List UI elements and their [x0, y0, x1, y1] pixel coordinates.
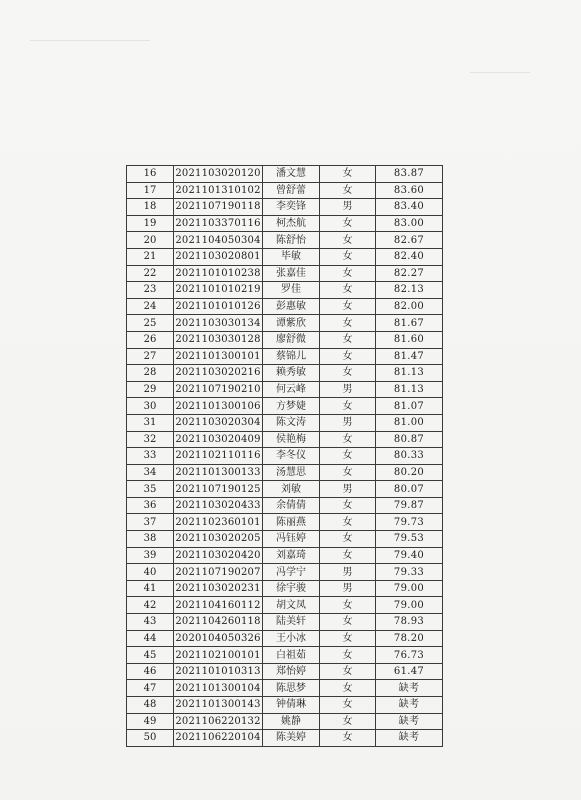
candidate-gender: 女: [320, 166, 376, 183]
candidate-name: 姚静: [263, 713, 320, 730]
candidate-score: 83.40: [376, 199, 443, 216]
candidate-score: 79.40: [376, 547, 443, 564]
candidate-name: 潘文慧: [263, 166, 320, 183]
candidate-id: 2021106220132: [174, 713, 263, 730]
row-number: 37: [127, 514, 174, 531]
candidate-score: 79.00: [376, 580, 443, 597]
candidate-score: 79.87: [376, 497, 443, 514]
candidate-score: 79.73: [376, 514, 443, 531]
candidate-id: 2021103020420: [174, 547, 263, 564]
candidate-id: 2021101010126: [174, 298, 263, 315]
candidate-id: 2021103020304: [174, 414, 263, 431]
candidate-name: 曾舒蕾: [263, 182, 320, 199]
candidate-id: 2021103020409: [174, 431, 263, 448]
row-number: 18: [127, 199, 174, 216]
table-row: [127, 248, 443, 265]
candidate-name: 李奕锋: [263, 199, 320, 216]
candidate-gender: 女: [320, 315, 376, 332]
candidate-gender: 女: [320, 630, 376, 647]
table-row: [127, 448, 443, 465]
candidate-name: 余倩倩: [263, 497, 320, 514]
row-number: 23: [127, 282, 174, 299]
candidate-score: 82.13: [376, 282, 443, 299]
table-row: [127, 697, 443, 714]
candidate-score: 80.87: [376, 431, 443, 448]
candidate-name: 谭紫欣: [263, 315, 320, 332]
candidate-name: 陈美婷: [263, 730, 320, 747]
table-row: [127, 464, 443, 481]
candidate-name: 方梦婕: [263, 398, 320, 415]
candidate-score: 80.33: [376, 448, 443, 465]
candidate-score: 82.40: [376, 248, 443, 265]
candidate-id: 2021101300106: [174, 398, 263, 415]
candidate-name: 廖舒微: [263, 331, 320, 348]
candidate-id: 2021104160112: [174, 597, 263, 614]
candidate-gender: 女: [320, 365, 376, 382]
row-number: 48: [127, 697, 174, 714]
row-number: 28: [127, 365, 174, 382]
candidate-id: 2021103020231: [174, 580, 263, 597]
candidate-name: 刘敏: [263, 481, 320, 498]
candidate-score: 79.53: [376, 531, 443, 548]
table-row: [127, 481, 443, 498]
table-row: [127, 298, 443, 315]
candidate-score: 81.60: [376, 331, 443, 348]
table-row: [127, 680, 443, 697]
table-row: [127, 547, 443, 564]
candidate-id: 2021103370116: [174, 215, 263, 232]
row-number: 25: [127, 315, 174, 332]
candidate-id: 2021101300104: [174, 680, 263, 697]
candidate-name: 钟倩琳: [263, 697, 320, 714]
candidate-name: 胡文凤: [263, 597, 320, 614]
candidate-gender: 男: [320, 414, 376, 431]
candidate-id: 2021103020216: [174, 365, 263, 382]
candidate-gender: 男: [320, 199, 376, 216]
candidate-id: 2021101010238: [174, 265, 263, 282]
candidate-gender: 女: [320, 730, 376, 747]
row-number: 31: [127, 414, 174, 431]
row-number: 29: [127, 381, 174, 398]
candidate-id: 2020104050326: [174, 630, 263, 647]
row-number: 34: [127, 464, 174, 481]
row-number: 41: [127, 580, 174, 597]
candidate-id: 2021104260118: [174, 614, 263, 631]
row-number: 40: [127, 564, 174, 581]
candidate-score: 82.00: [376, 298, 443, 315]
candidate-score: 78.20: [376, 630, 443, 647]
candidate-score: 81.47: [376, 348, 443, 365]
row-number: 26: [127, 331, 174, 348]
table-row: [127, 232, 443, 249]
table-row: [127, 348, 443, 365]
row-number: 22: [127, 265, 174, 282]
candidate-id: 2021107190118: [174, 199, 263, 216]
candidate-name: 张嘉佳: [263, 265, 320, 282]
row-number: 16: [127, 166, 174, 183]
table-row: [127, 315, 443, 332]
candidate-id: 2021101300101: [174, 348, 263, 365]
candidate-gender: 男: [320, 580, 376, 597]
candidate-gender: 女: [320, 265, 376, 282]
candidate-name: 冯钰婷: [263, 531, 320, 548]
candidate-id: 2021103020433: [174, 497, 263, 514]
candidate-score: 83.00: [376, 215, 443, 232]
candidate-gender: 女: [320, 697, 376, 714]
candidate-score: 缺考: [376, 697, 443, 714]
candidate-gender: 女: [320, 215, 376, 232]
candidate-gender: 女: [320, 663, 376, 680]
candidate-gender: 男: [320, 481, 376, 498]
candidate-score: 81.67: [376, 315, 443, 332]
row-number: 49: [127, 713, 174, 730]
candidate-name: 汤慧思: [263, 464, 320, 481]
table-row: [127, 199, 443, 216]
row-number: 43: [127, 614, 174, 631]
candidate-gender: 女: [320, 248, 376, 265]
candidate-score: 76.73: [376, 647, 443, 664]
candidate-gender: 女: [320, 514, 376, 531]
candidate-gender: 女: [320, 497, 376, 514]
table-row: [127, 514, 443, 531]
candidate-id: 2021103030134: [174, 315, 263, 332]
candidate-gender: 女: [320, 331, 376, 348]
table-row: [127, 282, 443, 299]
candidate-name: 陆美轩: [263, 614, 320, 631]
candidate-gender: 男: [320, 381, 376, 398]
row-number: 17: [127, 182, 174, 199]
candidate-name: 罗佳: [263, 282, 320, 299]
candidate-score: 81.00: [376, 414, 443, 431]
candidate-score: 80.07: [376, 481, 443, 498]
candidate-score: 缺考: [376, 680, 443, 697]
row-number: 46: [127, 663, 174, 680]
candidate-name: 何云峰: [263, 381, 320, 398]
candidate-id: 2021101300143: [174, 697, 263, 714]
candidate-name: 赖秀敏: [263, 365, 320, 382]
row-number: 39: [127, 547, 174, 564]
candidate-name: 陈文涛: [263, 414, 320, 431]
candidate-id: 2021102100101: [174, 647, 263, 664]
candidate-score: 78.93: [376, 614, 443, 631]
candidate-id: 2021103020801: [174, 248, 263, 265]
row-number: 35: [127, 481, 174, 498]
candidate-id: 2021101310102: [174, 182, 263, 199]
candidate-name: 冯学宁: [263, 564, 320, 581]
table-row: [127, 630, 443, 647]
row-number: 30: [127, 398, 174, 415]
candidate-name: 陈思梦: [263, 680, 320, 697]
candidate-name: 李冬仪: [263, 448, 320, 465]
candidate-gender: 女: [320, 547, 376, 564]
score-table: [126, 165, 443, 747]
candidate-score: 79.33: [376, 564, 443, 581]
candidate-name: 柯杰航: [263, 215, 320, 232]
candidate-score: 缺考: [376, 713, 443, 730]
candidate-id: 2021102110116: [174, 448, 263, 465]
candidate-name: 刘嘉琦: [263, 547, 320, 564]
table-row: [127, 381, 443, 398]
row-number: 33: [127, 448, 174, 465]
row-number: 27: [127, 348, 174, 365]
candidate-name: 白祖茹: [263, 647, 320, 664]
candidate-gender: 女: [320, 282, 376, 299]
row-number: 38: [127, 531, 174, 548]
candidate-id: 2021107190207: [174, 564, 263, 581]
table-row: [127, 398, 443, 415]
table-row: [127, 730, 443, 747]
candidate-name: 陈丽燕: [263, 514, 320, 531]
candidate-id: 2021103020120: [174, 166, 263, 183]
candidate-gender: 女: [320, 348, 376, 365]
candidate-gender: 女: [320, 713, 376, 730]
candidate-gender: 女: [320, 431, 376, 448]
candidate-id: 2021106220104: [174, 730, 263, 747]
row-number: 21: [127, 248, 174, 265]
table-row: [127, 166, 443, 183]
candidate-score: 81.07: [376, 398, 443, 415]
candidate-gender: 女: [320, 232, 376, 249]
candidate-score: 缺考: [376, 730, 443, 747]
candidate-id: 2021101010219: [174, 282, 263, 299]
table-row: [127, 497, 443, 514]
table-row: [127, 647, 443, 664]
table-row: [127, 713, 443, 730]
candidate-score: 82.67: [376, 232, 443, 249]
table-row: [127, 182, 443, 199]
table-row: [127, 663, 443, 680]
table-row: [127, 265, 443, 282]
candidate-score: 81.13: [376, 381, 443, 398]
row-number: 32: [127, 431, 174, 448]
scan-artifact: [470, 72, 530, 73]
candidate-id: 2021104050304: [174, 232, 263, 249]
table-row: [127, 215, 443, 232]
table-row: [127, 431, 443, 448]
row-number: 20: [127, 232, 174, 249]
candidate-score: 81.13: [376, 365, 443, 382]
scan-artifact: [30, 40, 150, 41]
table-row: [127, 580, 443, 597]
candidate-score: 80.20: [376, 464, 443, 481]
candidate-score: 82.27: [376, 265, 443, 282]
row-number: 42: [127, 597, 174, 614]
candidate-gender: 女: [320, 597, 376, 614]
table-row: [127, 614, 443, 631]
row-number: 50: [127, 730, 174, 747]
row-number: 44: [127, 630, 174, 647]
candidate-gender: 女: [320, 398, 376, 415]
row-number: 36: [127, 497, 174, 514]
candidate-gender: 女: [320, 680, 376, 697]
candidate-score: 83.60: [376, 182, 443, 199]
candidate-name: 侯艳梅: [263, 431, 320, 448]
candidate-name: 陈舒怡: [263, 232, 320, 249]
table-row: [127, 365, 443, 382]
candidate-gender: 女: [320, 531, 376, 548]
candidate-name: 毕敏: [263, 248, 320, 265]
row-number: 19: [127, 215, 174, 232]
candidate-gender: 女: [320, 298, 376, 315]
table-row: [127, 597, 443, 614]
candidate-score: 79.00: [376, 597, 443, 614]
candidate-name: 郑怡婷: [263, 663, 320, 680]
candidate-gender: 女: [320, 448, 376, 465]
candidate-name: 彭惠敏: [263, 298, 320, 315]
candidate-id: 2021101300133: [174, 464, 263, 481]
candidate-id: 2021103030128: [174, 331, 263, 348]
candidate-score: 61.47: [376, 663, 443, 680]
score-table-body: [127, 166, 443, 747]
row-number: 45: [127, 647, 174, 664]
table-row: [127, 331, 443, 348]
candidate-name: 王小冰: [263, 630, 320, 647]
candidate-id: 2021107190210: [174, 381, 263, 398]
row-number: 24: [127, 298, 174, 315]
candidate-id: 2021102360101: [174, 514, 263, 531]
candidate-gender: 女: [320, 614, 376, 631]
candidate-id: 2021107190125: [174, 481, 263, 498]
candidate-id: 2021103020205: [174, 531, 263, 548]
table-row: [127, 564, 443, 581]
candidate-gender: 女: [320, 647, 376, 664]
candidate-gender: 女: [320, 464, 376, 481]
row-number: 47: [127, 680, 174, 697]
candidate-id: 2021101010313: [174, 663, 263, 680]
table-row: [127, 531, 443, 548]
candidate-name: 蔡锦儿: [263, 348, 320, 365]
candidate-gender: 女: [320, 182, 376, 199]
table-row: [127, 414, 443, 431]
candidate-score: 83.87: [376, 166, 443, 183]
candidate-gender: 男: [320, 564, 376, 581]
candidate-name: 徐宇骏: [263, 580, 320, 597]
